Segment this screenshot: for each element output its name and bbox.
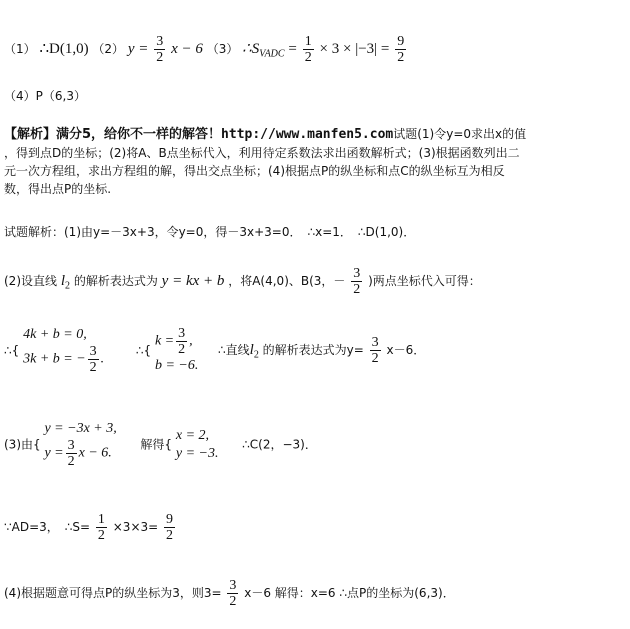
system-3-eq-1: y = −3x + 3, [44, 421, 117, 436]
system-4 [176, 427, 219, 463]
answer-3-eq: = [288, 41, 297, 57]
answer-3-label: （3） [206, 42, 239, 56]
therefore-brace-2: ∴{ [135, 343, 152, 358]
system-4-eq-2: y = −3. [175, 445, 219, 461]
system-4-eq-1: x = 2, [175, 427, 210, 443]
answer-line [4, 34, 408, 65]
step-2-text-a: (2)设直线 [4, 274, 57, 288]
area-fraction: $\frac{1}{2}$ [97, 512, 105, 543]
step-2-text-b: 的解析表达式为 [73, 274, 158, 288]
system-1-eq-2: 3k + b = − $\frac{3}{2}$ . [23, 344, 105, 375]
step-2-text-d: )两点坐标代入可得： [368, 274, 481, 288]
area-text-a: ∵AD=3， ∴S= [4, 520, 91, 534]
answer-4: （4）P（6,3） [4, 89, 86, 103]
solution-step-3 [4, 420, 317, 469]
solution-area [4, 512, 177, 543]
area-text-b: ×3×3= [112, 520, 159, 534]
conclusion-l-subscript: 2 [253, 349, 259, 361]
step-2-conclusion-c: x－6． [386, 343, 426, 357]
line-l-symbol: l [60, 273, 65, 289]
step-2-conclusion-fraction: $\frac{3}{2}$ [371, 335, 379, 366]
step-2-conclusion-a: ∴直线 [218, 343, 250, 357]
system-1-eq-1: 4k + b = 0, [23, 327, 87, 342]
solution-step-2 [4, 266, 481, 297]
analysis-line-4: 数，得出点P的坐标. [4, 182, 112, 196]
analysis-tag: 【解析】满分5，给你不一样的解答！ [4, 127, 222, 142]
answer-1-text: ∴D(1,0) [39, 41, 89, 57]
area-result: $\frac{9}{2}$ [166, 512, 174, 543]
answer-3-mid: × 3 × |−3| = [319, 41, 390, 57]
answer-2-label: （2） [92, 42, 125, 56]
answer-3-sub: VADC [259, 48, 285, 60]
step-2-equation: y = kx + b [161, 273, 225, 289]
step-4-text-b: x－6 解得：x=6 ∴点P的坐标为(6,3)． [244, 586, 455, 600]
step-2-fraction: $\frac{3}{2}$ [353, 266, 361, 297]
answer-3-result: $\frac{9}{2}$ [397, 34, 405, 65]
analysis-line-3: 元一次方程组，求出方程组的解，得出交点坐标；(4)根据点P的纵坐标和点C的纵坐标互为相反 [4, 164, 505, 178]
step-4-fraction: $\frac{3}{2}$ [229, 578, 237, 609]
step-3-label: (3)由{ [4, 437, 41, 452]
answer-2-lhs: y = [127, 41, 149, 57]
system-1 [23, 326, 104, 375]
answer-2-fraction: $\frac{3}{2}$ [156, 34, 164, 65]
system-2 [155, 326, 198, 375]
step-2-text-c: ，将A(4,0)、B(3，－ [228, 274, 346, 288]
step-2-conclusion-b: 的解析表达式为y= [262, 343, 364, 357]
system-3 [44, 420, 116, 469]
system-2-eq-2: b = −6. [154, 358, 199, 373]
analysis-line-2: ，得到点D的坐标；(2)将A、B点坐标代入，利用待定系数法求出函数解析式；(3)根据函数列出二 [4, 146, 520, 160]
therefore-brace-1: ∴{ [4, 343, 20, 358]
step-3-solve: 解得{ [140, 437, 173, 452]
answer-3-fraction: $\frac{1}{2}$ [304, 34, 312, 65]
solution-step-4 [4, 578, 455, 609]
conclusion-l-symbol: l [249, 342, 254, 358]
solution-step-1: 试题解析：(1)由y=－3x+3，令y=0，得－3x+3=0． ∴x=1． ∴D(1,0)． [4, 225, 416, 239]
system-2-eq-1: k = $\frac{3}{2}$ , [154, 326, 193, 357]
system-3-eq-2: y = $\frac{3}{2}$ x − 6. [44, 438, 112, 469]
line-l-subscript: 2 [65, 280, 70, 292]
step-4-text-a: (4)根据题意可得点P的纵坐标为3，则3= [4, 586, 222, 600]
analysis-url: http://www.manfen5.com [221, 127, 394, 142]
answer-1-label: （1） [4, 42, 36, 56]
analysis-line-1-rest: 试题(1)令y=0求出x的值 [393, 127, 527, 141]
step-3-conclusion: ∴C(2，−3)． [242, 437, 317, 452]
answer-2-rhs: x − 6 [171, 41, 203, 57]
analysis-line-1 [4, 126, 526, 143]
systems-row [4, 326, 425, 375]
answer-3-lhs: ∴S [242, 41, 260, 57]
